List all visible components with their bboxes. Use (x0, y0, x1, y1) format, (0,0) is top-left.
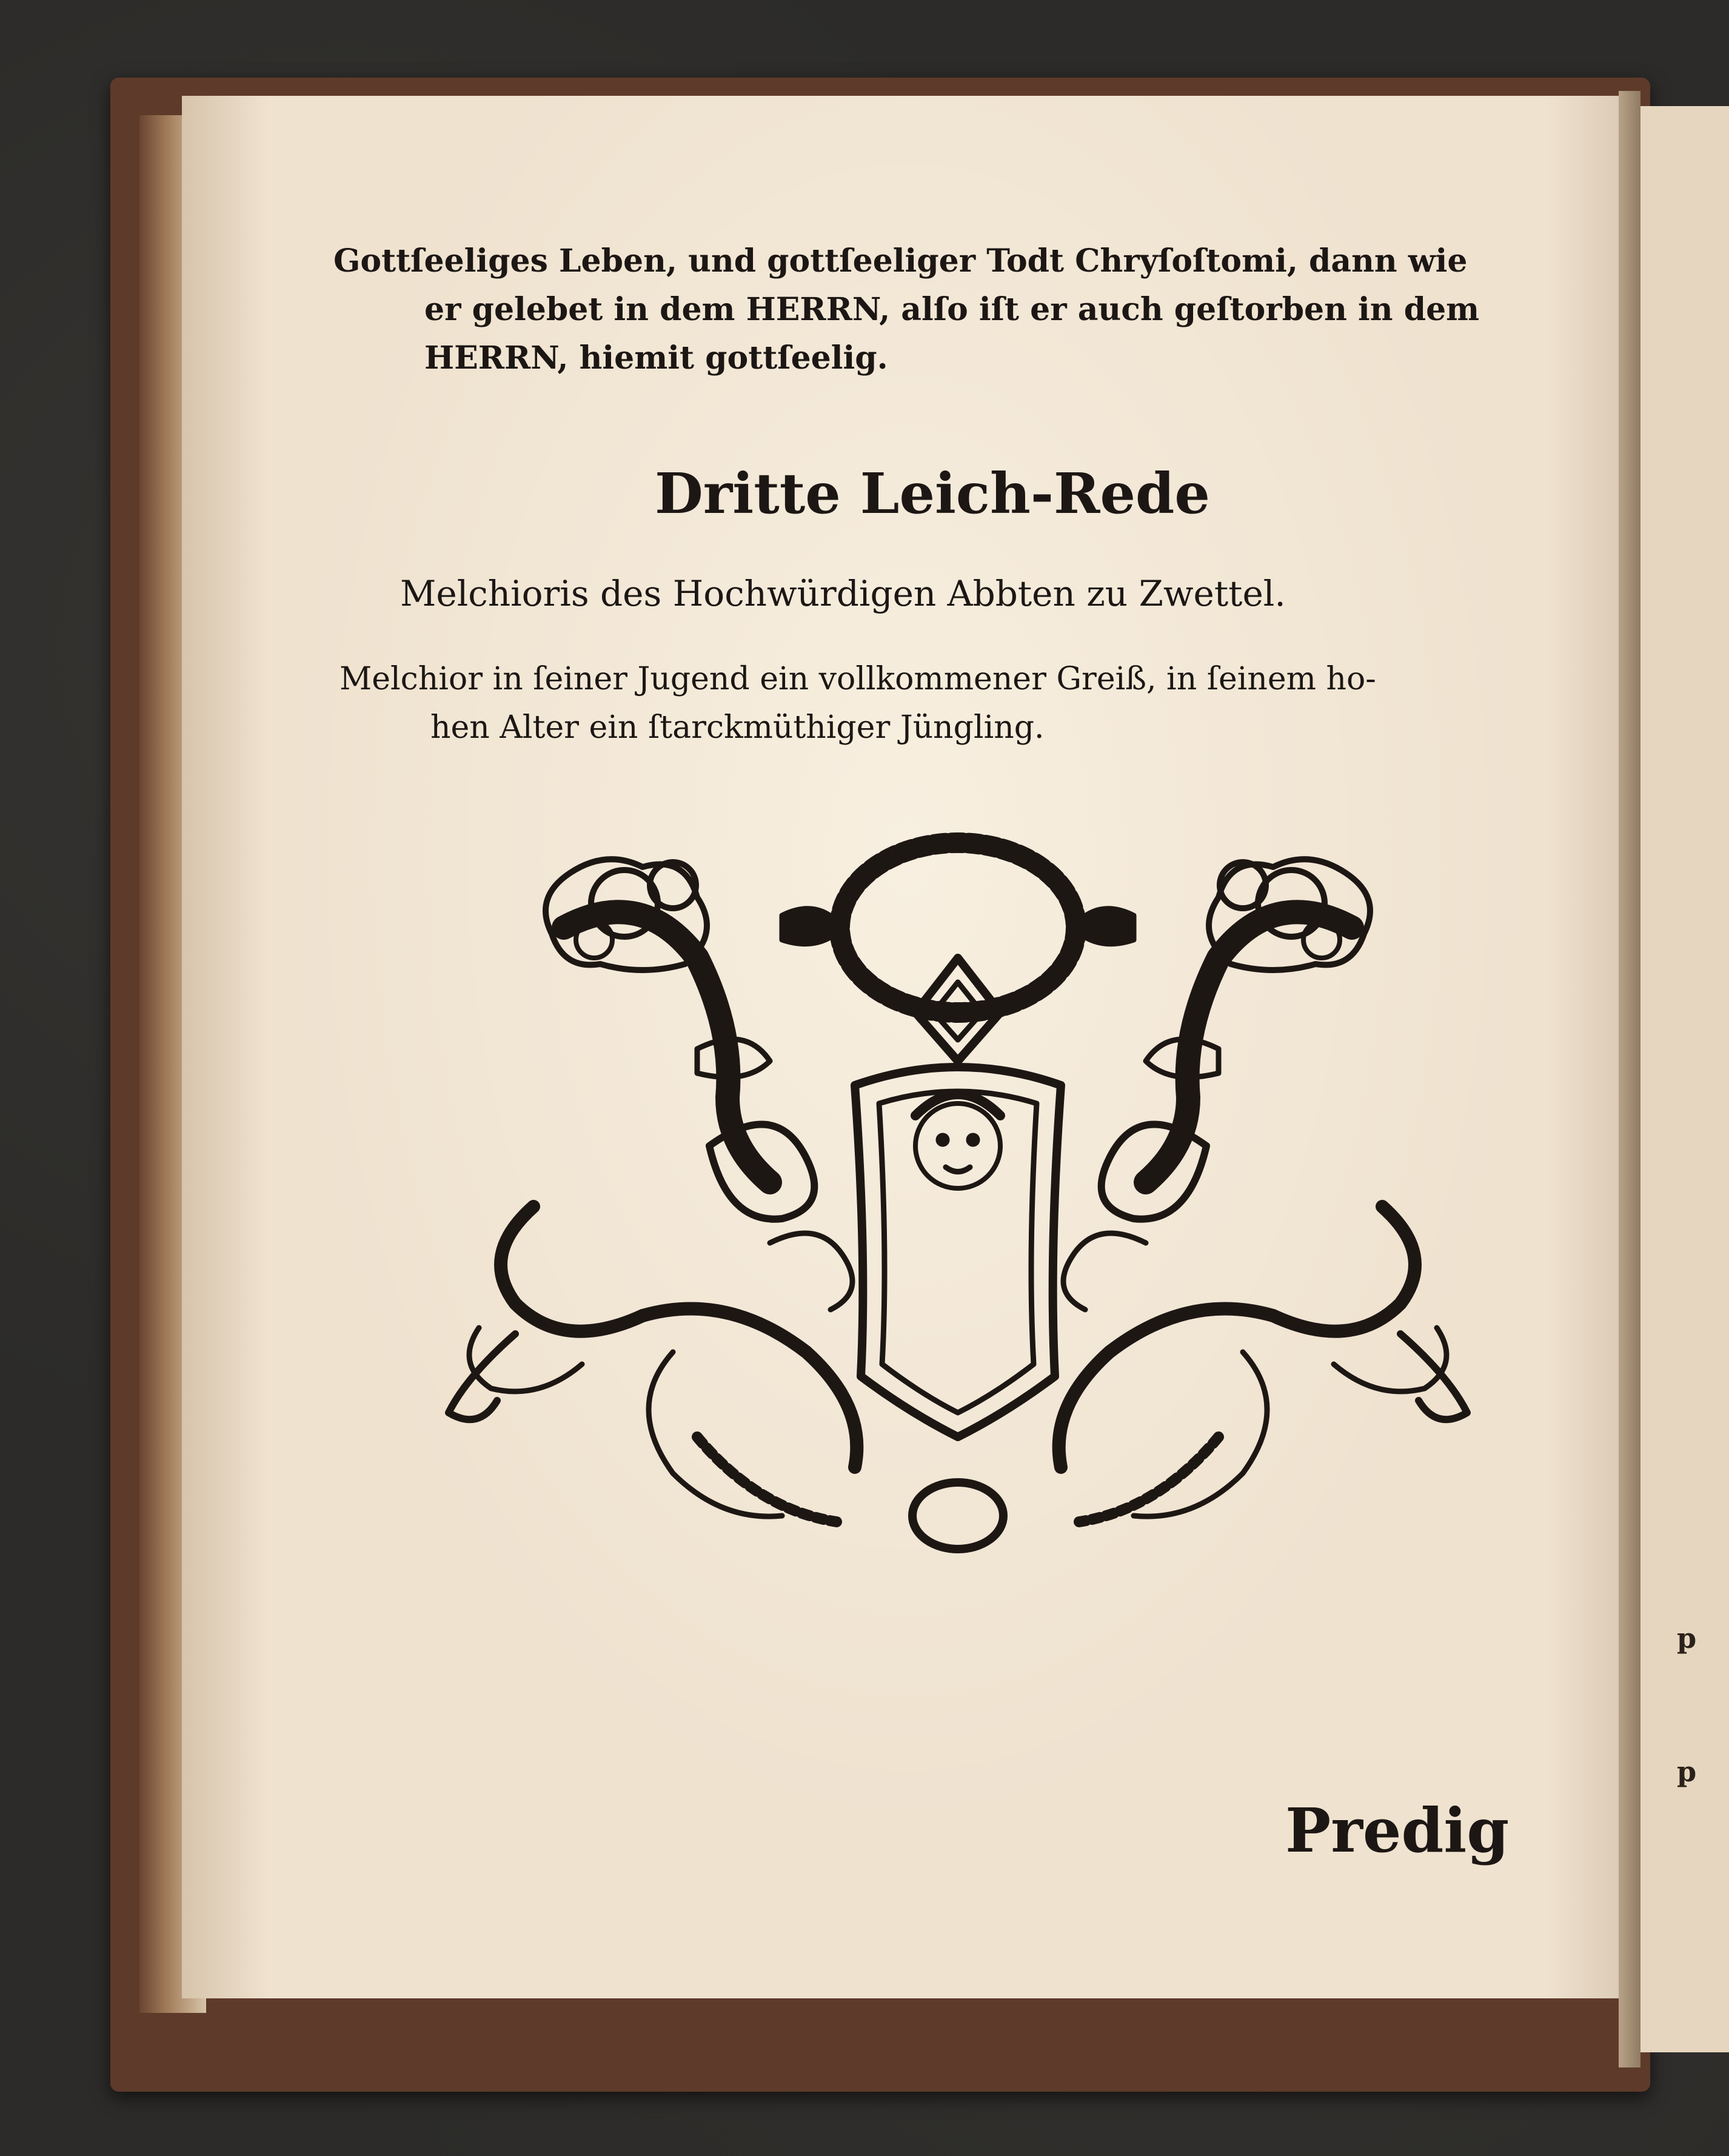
cornucopia-ornament-icon (443, 831, 1473, 1582)
facing-page-fragment: p (1677, 1755, 1697, 1788)
facing-page-fragment: p (1677, 1622, 1697, 1655)
catchword: Predig (1285, 1795, 1510, 1866)
theme-line-1: Melchior in ſeiner Jugend ein vollkommener Greiß, in ſeinem ho- (339, 661, 1376, 697)
page-title: Dritte Leich-Rede (655, 461, 1210, 526)
intro-line-2: er gelebet in dem HERRN, alſo iſt er auch geſtorben in dem (424, 291, 1480, 328)
intro-line-1: Gottſeeliges Leben, und gottſeeliger Todt Chryſoſtomi, dann wie (333, 243, 1468, 280)
facing-page-edge (1640, 106, 1729, 2052)
book-gutter (1619, 91, 1640, 2067)
theme-line-2: hen Alter ein ſtarckmüthiger Jüngling. (430, 709, 1045, 746)
page-subtitle: Melchioris des Hochwürdigen Abbten zu Zwettel. (400, 573, 1286, 614)
intro-line-3: HERRN, hiemit gottſeelig. (424, 340, 888, 377)
